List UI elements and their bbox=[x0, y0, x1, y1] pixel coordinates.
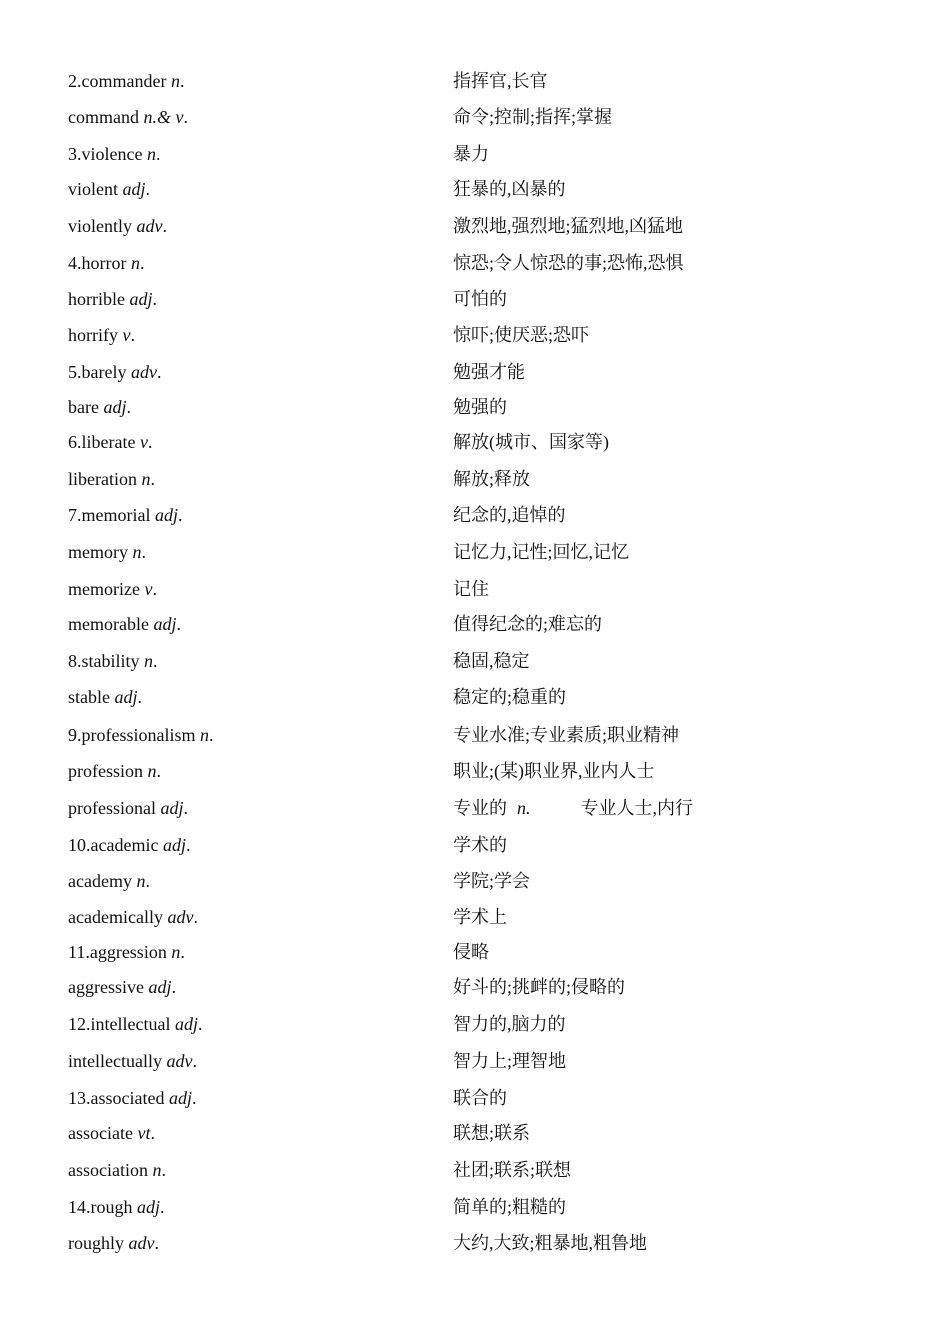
meaning-text: 大约,大致;粗暴地,粗鲁地 bbox=[453, 1233, 647, 1253]
vocab-meaning bbox=[453, 904, 507, 930]
vocab-meaning bbox=[453, 868, 530, 894]
part-of-speech: n.& v bbox=[143, 107, 184, 127]
vocab-entry bbox=[0, 359, 950, 385]
part-of-speech: v bbox=[122, 325, 131, 345]
second-meaning-text: 专业人士,内行 bbox=[580, 798, 693, 818]
meaning-text: 专业水准;专业素质;职业精神 bbox=[453, 725, 680, 745]
vocab-word: liberation n. bbox=[68, 469, 155, 489]
meaning-text: 简单的;粗糙的 bbox=[453, 1197, 567, 1217]
vocab-entry bbox=[0, 758, 950, 784]
word-text: 4.horror bbox=[68, 253, 127, 273]
part-of-speech: adj bbox=[154, 505, 178, 525]
vocab-entry bbox=[0, 104, 950, 130]
word-text: roughly bbox=[68, 1233, 124, 1253]
vocab-entry bbox=[0, 250, 950, 276]
vocab-meaning bbox=[453, 832, 507, 858]
vocab-entry bbox=[0, 684, 950, 710]
vocab-word: 6.liberate v. bbox=[68, 432, 153, 452]
part-of-speech: adj bbox=[153, 614, 177, 634]
vocab-word: association n. bbox=[68, 1160, 166, 1180]
vocab-meaning bbox=[453, 213, 683, 239]
vocab-word: 3.violence n. bbox=[68, 144, 161, 164]
vocab-meaning bbox=[453, 322, 589, 348]
part-of-speech: adv bbox=[166, 1051, 193, 1071]
vocab-word: 8.stability n. bbox=[68, 651, 158, 671]
second-part-of-speech: n. bbox=[517, 798, 531, 818]
meaning-text: 激烈地,强烈地;猛烈地,凶猛地 bbox=[453, 216, 683, 236]
part-of-speech: v bbox=[139, 432, 148, 452]
word-text: memorize bbox=[68, 579, 140, 599]
part-of-speech: n bbox=[200, 725, 209, 745]
vocab-word: 14.rough adj. bbox=[68, 1197, 165, 1217]
vocab-meaning bbox=[453, 250, 684, 276]
vocab-meaning bbox=[453, 1085, 507, 1111]
meaning-text: 暴力 bbox=[453, 144, 489, 164]
vocab-meaning bbox=[453, 68, 548, 94]
vocab-entry bbox=[0, 648, 950, 674]
word-text: professional bbox=[68, 798, 156, 818]
word-text: horrible bbox=[68, 289, 125, 309]
vocab-word: aggressive adj. bbox=[68, 977, 176, 997]
vocab-entry bbox=[0, 904, 950, 930]
vocab-meaning bbox=[453, 611, 602, 637]
meaning-text: 智力上;理智地 bbox=[453, 1051, 567, 1071]
vocab-entry bbox=[0, 868, 950, 894]
meaning-text: 学术上 bbox=[453, 907, 507, 927]
meaning-text: 可怕的 bbox=[453, 289, 507, 309]
part-of-speech: adj bbox=[103, 397, 127, 417]
vocab-entry bbox=[0, 1194, 950, 1220]
second-pos-text: n bbox=[517, 798, 526, 818]
vocab-entry bbox=[0, 213, 950, 239]
vocab-word: roughly adv. bbox=[68, 1233, 159, 1253]
part-of-speech: adj bbox=[168, 1088, 192, 1108]
meaning-text: 好斗的;挑衅的;侵略的 bbox=[453, 977, 626, 997]
meaning-text: 解放;释放 bbox=[453, 469, 531, 489]
word-text: association bbox=[68, 1160, 148, 1180]
vocab-entry bbox=[0, 1048, 950, 1074]
vocab-word: memorable adj. bbox=[68, 614, 181, 634]
part-of-speech: adj bbox=[160, 798, 184, 818]
vocab-word: 7.memorial adj. bbox=[68, 505, 183, 525]
meaning-text: 职业;(某)职业界,业内人士 bbox=[453, 761, 655, 781]
vocab-entry bbox=[0, 322, 950, 348]
vocab-word: 9.professionalism n. bbox=[68, 725, 214, 745]
vocab-meaning bbox=[453, 466, 530, 492]
meaning-text: 命令;控制;指挥;掌握 bbox=[453, 107, 613, 127]
meaning-text: 记住 bbox=[453, 579, 489, 599]
meaning-text: 勉强才能 bbox=[453, 362, 525, 382]
vocab-entry bbox=[0, 286, 950, 312]
word-text: 14.rough bbox=[68, 1197, 133, 1217]
meaning-text: 指挥官,长官 bbox=[453, 71, 548, 91]
vocab-entry bbox=[0, 502, 950, 528]
word-text: horrify bbox=[68, 325, 118, 345]
meaning-text: 惊恐;令人惊恐的事;恐怖,恐惧 bbox=[453, 253, 684, 273]
vocab-word: memorize v. bbox=[68, 579, 157, 599]
meaning-text: 狂暴的,凶暴的 bbox=[453, 179, 566, 199]
vocab-entry bbox=[0, 1085, 950, 1111]
vocab-meaning bbox=[453, 1230, 647, 1256]
vocab-entry bbox=[0, 68, 950, 94]
word-text: 5.barely bbox=[68, 362, 127, 382]
vocab-word: 4.horror n. bbox=[68, 253, 145, 273]
part-of-speech: n bbox=[146, 144, 156, 164]
vocab-word: bare adj. bbox=[68, 397, 131, 417]
word-text: profession bbox=[68, 761, 143, 781]
vocab-word: academically adv. bbox=[68, 907, 198, 927]
word-text: memory bbox=[68, 542, 128, 562]
part-of-speech: adj bbox=[129, 289, 153, 309]
vocab-word: horrible adj. bbox=[68, 289, 157, 309]
vocab-meaning bbox=[453, 576, 489, 602]
meaning-text: 勉强的 bbox=[453, 397, 507, 417]
vocab-word: 11.aggression n. bbox=[68, 942, 185, 962]
part-of-speech: adv bbox=[130, 362, 157, 382]
vocab-entry bbox=[0, 141, 950, 167]
part-of-speech: n bbox=[152, 1160, 162, 1180]
vocab-meaning bbox=[453, 1048, 566, 1074]
vocab-meaning bbox=[453, 176, 566, 202]
meaning-text: 记忆力,记性;回忆,记忆 bbox=[453, 542, 630, 562]
word-text: violently bbox=[68, 216, 132, 236]
word-text: bare bbox=[68, 397, 99, 417]
vocab-meaning bbox=[453, 1011, 566, 1037]
vocab-meaning bbox=[453, 104, 612, 130]
vocab-entry bbox=[0, 974, 950, 1000]
vocab-entry bbox=[0, 576, 950, 602]
vocab-meaning bbox=[453, 429, 609, 455]
vocab-meaning bbox=[453, 722, 679, 748]
vocab-entry bbox=[0, 1157, 950, 1183]
meaning-text: 学院;学会 bbox=[453, 871, 531, 891]
word-text: academically bbox=[68, 907, 163, 927]
part-of-speech: n bbox=[147, 761, 157, 781]
vocab-entry bbox=[0, 939, 950, 965]
vocab-entry bbox=[0, 394, 950, 420]
part-of-speech: n bbox=[130, 253, 140, 273]
meaning-text: 解放(城市、国家等) bbox=[453, 432, 609, 452]
part-of-speech: v bbox=[144, 579, 153, 599]
vocab-word: violently adv. bbox=[68, 216, 167, 236]
word-text: 2.commander bbox=[68, 71, 167, 91]
vocab-word: 5.barely adv. bbox=[68, 362, 162, 382]
vocab-meaning bbox=[453, 141, 489, 167]
part-of-speech: vt bbox=[137, 1123, 151, 1143]
meaning-text: 联合的 bbox=[453, 1088, 507, 1108]
word-text: associate bbox=[68, 1123, 133, 1143]
vocab-entry bbox=[0, 1230, 950, 1256]
vocab-entry bbox=[0, 1120, 950, 1146]
vocab-entry bbox=[0, 832, 950, 858]
vocab-meaning bbox=[453, 394, 507, 420]
word-text: 8.stability bbox=[68, 651, 140, 671]
vocab-word: 2.commander n. bbox=[68, 71, 185, 91]
vocab-entry bbox=[0, 611, 950, 637]
word-text: 9.professionalism bbox=[68, 725, 196, 745]
part-of-speech: adv bbox=[167, 907, 194, 927]
word-text: 13.associated bbox=[68, 1088, 165, 1108]
part-of-speech: n bbox=[144, 651, 153, 671]
vocab-meaning bbox=[453, 974, 625, 1000]
meaning-text: 学术的 bbox=[453, 835, 507, 855]
part-of-speech: n bbox=[132, 542, 142, 562]
part-of-speech: adj bbox=[174, 1014, 198, 1034]
vocab-word: 13.associated adj. bbox=[68, 1088, 197, 1108]
vocab-meaning bbox=[453, 795, 693, 821]
word-text: intellectually bbox=[68, 1051, 162, 1071]
vocab-word: command n.& v. bbox=[68, 107, 188, 127]
vocab-meaning bbox=[453, 539, 629, 565]
part-of-speech: n bbox=[136, 871, 146, 891]
vocab-entry bbox=[0, 466, 950, 492]
vocab-meaning bbox=[453, 648, 530, 674]
word-text: memorable bbox=[68, 614, 149, 634]
word-text: 3.violence bbox=[68, 144, 143, 164]
vocab-word: memory n. bbox=[68, 542, 146, 562]
vocab-entry bbox=[0, 429, 950, 455]
vocab-word: 10.academic adj. bbox=[68, 835, 191, 855]
part-of-speech: adj bbox=[148, 977, 172, 997]
meaning-text: 智力的,脑力的 bbox=[453, 1014, 566, 1034]
vocab-word: violent adj. bbox=[68, 179, 151, 199]
word-text: 12.intellectual bbox=[68, 1014, 171, 1034]
vocab-meaning bbox=[453, 758, 655, 784]
part-of-speech: adj bbox=[137, 1197, 161, 1217]
meaning-text: 联想;联系 bbox=[453, 1123, 531, 1143]
meaning-text: 稳固,稳定 bbox=[453, 651, 530, 671]
vocab-meaning bbox=[453, 286, 507, 312]
meaning-text: 侵略 bbox=[453, 942, 489, 962]
vocab-meaning bbox=[453, 502, 566, 528]
vocab-meaning bbox=[453, 1194, 566, 1220]
part-of-speech: adv bbox=[136, 216, 163, 236]
part-of-speech: adj bbox=[162, 835, 186, 855]
vocab-word: intellectually adv. bbox=[68, 1051, 197, 1071]
vocab-word: 12.intellectual adj. bbox=[68, 1014, 203, 1034]
vocab-entry bbox=[0, 795, 950, 821]
meaning-text: 专业的 bbox=[453, 798, 507, 818]
meaning-text: 稳定的;稳重的 bbox=[453, 687, 567, 707]
word-text: 11.aggression bbox=[68, 942, 167, 962]
vocab-meaning bbox=[453, 359, 525, 385]
vocab-entry bbox=[0, 176, 950, 202]
word-text: stable bbox=[68, 687, 110, 707]
meaning-text: 值得纪念的;难忘的 bbox=[453, 614, 603, 634]
vocab-word: profession n. bbox=[68, 761, 161, 781]
vocab-entry bbox=[0, 1011, 950, 1037]
vocab-meaning bbox=[453, 1157, 571, 1183]
word-text: 6.liberate bbox=[68, 432, 136, 452]
vocab-meaning bbox=[453, 684, 566, 710]
vocab-word: associate vt. bbox=[68, 1123, 155, 1143]
word-text: command bbox=[68, 107, 139, 127]
vocab-entry bbox=[0, 722, 950, 748]
meaning-text: 纪念的,追悼的 bbox=[453, 505, 566, 525]
vocab-word: horrify v. bbox=[68, 325, 135, 345]
part-of-speech: n bbox=[171, 942, 181, 962]
meaning-text: 惊吓;使厌恶;恐吓 bbox=[453, 325, 590, 345]
vocab-word: stable adj. bbox=[68, 687, 143, 707]
vocab-word: professional adj. bbox=[68, 798, 188, 818]
word-text: academy bbox=[68, 871, 132, 891]
part-of-speech: adj bbox=[114, 687, 138, 707]
vocab-meaning bbox=[453, 1120, 530, 1146]
vocab-entry bbox=[0, 539, 950, 565]
word-text: liberation bbox=[68, 469, 137, 489]
vocab-word: academy n. bbox=[68, 871, 150, 891]
part-of-speech: n bbox=[170, 71, 180, 91]
part-of-speech: adv bbox=[128, 1233, 155, 1253]
meaning-text: 社团;联系;联想 bbox=[453, 1160, 572, 1180]
part-of-speech: n bbox=[141, 469, 151, 489]
vocab-meaning bbox=[453, 939, 489, 965]
word-text: 7.memorial bbox=[68, 505, 151, 525]
word-text: violent bbox=[68, 179, 118, 199]
word-text: aggressive bbox=[68, 977, 144, 997]
word-text: 10.academic bbox=[68, 835, 159, 855]
part-of-speech: adj bbox=[122, 179, 146, 199]
